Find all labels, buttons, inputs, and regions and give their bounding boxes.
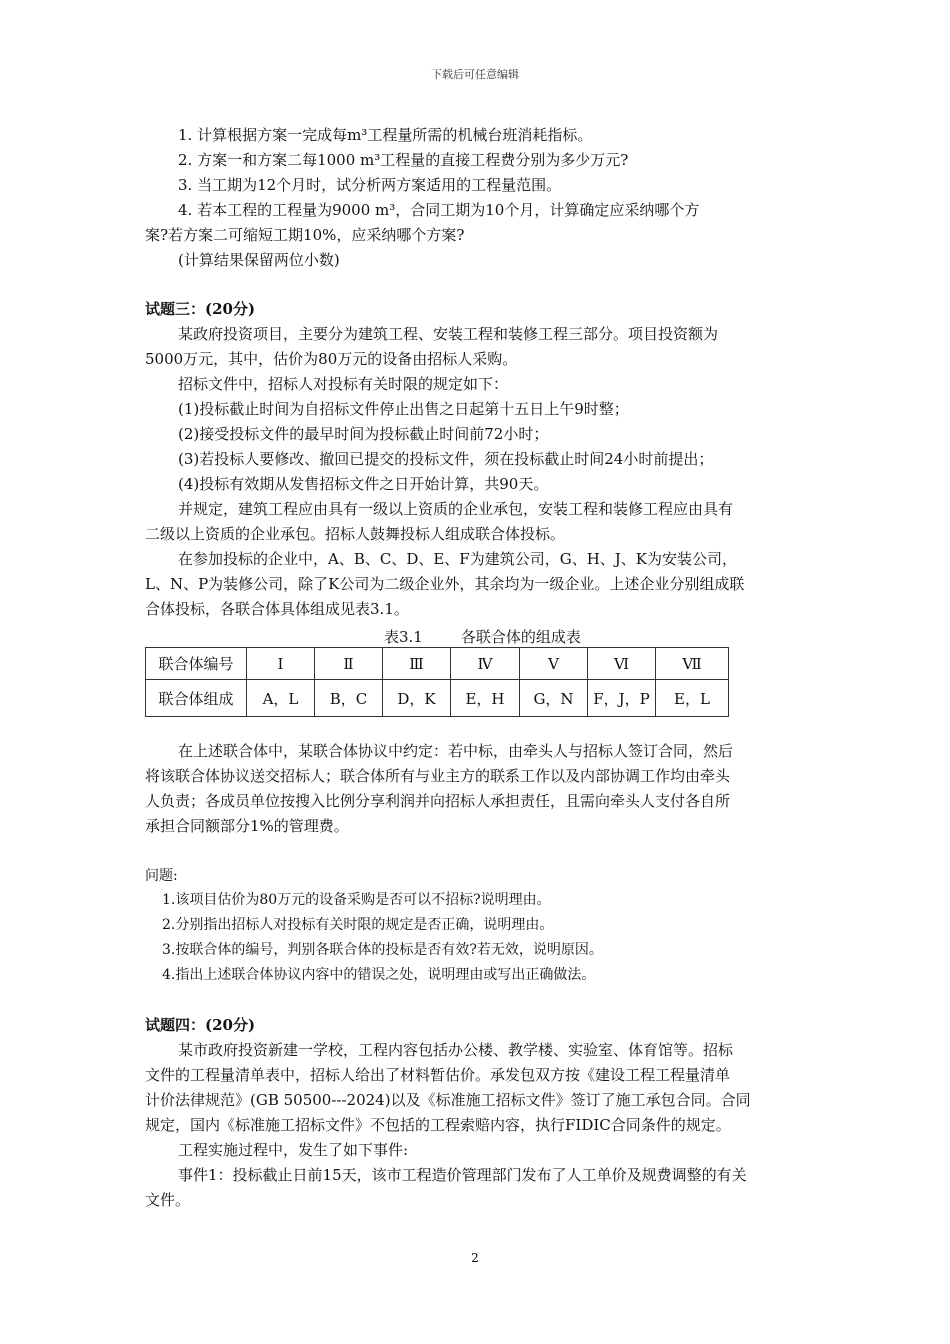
paragraph-line: 合体投标，各联合体具体组成见表3.1。 (145, 600, 409, 618)
paragraph-line: 招标文件中，招标人对投标有关时限的规定如下： (178, 375, 509, 393)
table-caption (384, 626, 581, 647)
paragraph-line: 规定，国内《标准施工招标文件》不包括的工程索赔内容，执行FIDIC合同条件的规定。 (145, 1116, 731, 1134)
table-cell: Ⅰ (247, 648, 315, 680)
rule-item-4: (4)投标有效期从发售招标文件之日开始计算，共90天。 (178, 475, 549, 493)
table-caption-title: 各联合体的组成表 (460, 628, 581, 646)
questions-label: 问题: (145, 868, 178, 884)
rule-item-1: (1)投标截止时间为自招标文件停止出售之日起第十五日上午9时整； (178, 400, 629, 418)
rule-item-3: (3)若投标人要修改、撤回已提交的投标文件，须在投标截止时间24小时前提出； (178, 450, 714, 468)
event-1-line: 事件1：投标截止日前15天，该市工程造价管理部门发布了人工单价及规费调整的有关 (178, 1166, 747, 1184)
paragraph-line: 并规定，建筑工程应由具有一级以上资质的企业承包，安装工程和装修工程应由具有 (178, 500, 734, 518)
paragraph-line: 承担合同额部分1%的管理费。 (145, 817, 349, 835)
table-caption-number: 表3.1 (384, 628, 423, 646)
consortium-table (145, 647, 729, 717)
question-1: 1.该项目估价为80万元的设备采购是否可以不招标?说明理由。 (162, 892, 551, 908)
table-cell: Ⅴ (520, 648, 588, 680)
question-item-2: 2. 方案一和方案二每1000 m³工程量的直接工程费分别为多少万元? (178, 151, 629, 169)
question-2: 2.分别指出招标人对投标有关时限的规定是否正确，说明理由。 (162, 917, 554, 933)
table-cell: E，L (656, 680, 729, 717)
page-number: 2 (471, 1251, 479, 1265)
paragraph-line: 人负责；各成员单位按搜入比例分享利润并向招标人承担责任，且需向牵头人支付各自所 (145, 792, 731, 810)
table-cell: G，N (520, 680, 588, 717)
paragraph-line: 计价法律规范》(GB 50500---2024)以及《标准施工招标文件》签订了施工承包合同。合同 (145, 1091, 751, 1109)
row-header-cell: 联合体组成 (146, 680, 247, 717)
rule-item-2: (2)接受投标文件的最早时间为投标截止时间前72小时； (178, 425, 549, 443)
question-item-1: 1. 计算根据方案一完成每m³工程量所需的机械台班消耗指标。 (178, 126, 593, 144)
question-item-4: 4. 若本工程的工程量为9000 m³，合同工期为10个月，计算确定应采纳哪个方 (178, 201, 700, 219)
paragraph-line: 5000万元，其中，估价为80万元的设备由招标人采购。 (145, 350, 518, 368)
page-header: 下载后可任意编辑 (431, 68, 519, 81)
paragraph-line: L、N、P为装修公司，除了K公司为二级企业外，其余均为一级企业。上述企业分别组成联 (145, 575, 745, 593)
table-cell: Ⅵ (588, 648, 656, 680)
paragraph-line: 在上述联合体中，某联合体协议中约定：若中标，由牵头人与招标人签订合同，然后 (178, 742, 734, 760)
section-4-title: 试题四：(20分) (145, 1016, 256, 1034)
section-3-title: 试题三：(20分) (145, 300, 256, 318)
table-cell: F，J，P (588, 680, 656, 717)
paragraph-line: 某市政府投资新建一学校，工程内容包括办公楼、教学楼、实验室、体育馆等。招标 (178, 1041, 734, 1059)
paragraph-line: 某政府投资项目，主要分为建筑工程、安装工程和装修工程三部分。项目投资额为 (178, 325, 719, 343)
table-cell: E，H (451, 680, 520, 717)
row-header-cell: 联合体编号 (146, 648, 247, 680)
paragraph-line: 二级以上资质的企业承包。招标人鼓舞投标人组成联合体投标。 (145, 525, 566, 543)
question-item-4-cont: 案?若方案二可缩短工期10%，应采纳哪个方案? (145, 226, 465, 244)
question-4: 4.指出上述联合体协议内容中的错误之处，说明理由或写出正确做法。 (162, 967, 596, 983)
rounding-note: (计算结果保留两位小数) (178, 251, 340, 269)
paragraph-line: 在参加投标的企业中，A、B、C、D、E、F为建筑公司，G、H、J、K为安装公司， (178, 550, 738, 568)
question-3: 3.按联合体的编号，判别各联合体的投标是否有效?若无效，说明原因。 (162, 942, 603, 958)
paragraph-line: 文件的工程量清单表中，招标人给出了材料暂估价。承发包双方按《建设工程工程量清单 (145, 1066, 731, 1084)
table-cell: A，L (247, 680, 315, 717)
paragraph-line: 工程实施过程中，发生了如下事件: (178, 1141, 409, 1159)
table-cell: Ⅳ (451, 648, 520, 680)
table-cell: Ⅲ (383, 648, 451, 680)
paragraph-line: 将该联合体协议送交招标人；联合体所有与业主方的联系工作以及内部协调工作均由牵头 (145, 767, 731, 785)
table-cell: D，K (383, 680, 451, 717)
table-row (146, 648, 729, 680)
table-row (146, 680, 729, 717)
paragraph-line: 文件。 (145, 1191, 191, 1209)
table-cell: Ⅶ (656, 648, 729, 680)
question-item-3: 3. 当工期为12个月时，试分析两方案适用的工程量范围。 (178, 176, 562, 194)
table-cell: B，C (315, 680, 383, 717)
table-cell: Ⅱ (315, 648, 383, 680)
